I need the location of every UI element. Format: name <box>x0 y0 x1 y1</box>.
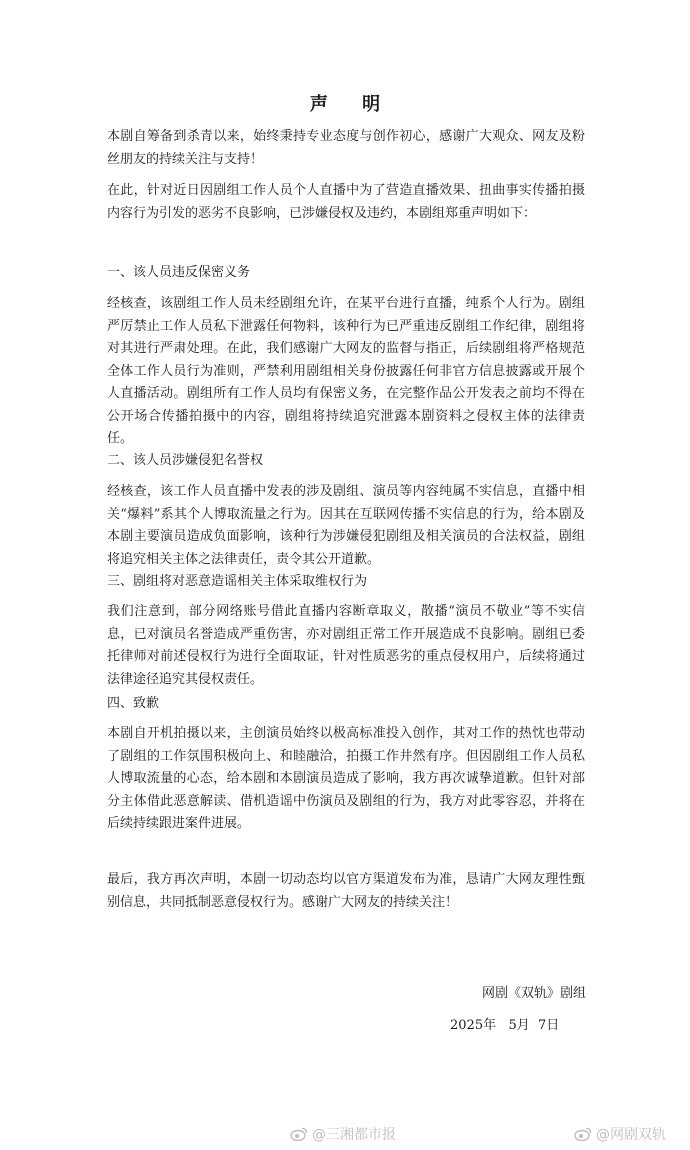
document-title: 声 明 <box>309 94 395 115</box>
watermark-text: @网剧双轨 <box>596 1127 666 1143</box>
section-1-body <box>107 293 585 451</box>
section-body: 经核查，该工作人员直播中发表的涉及剧组、演员等内容纯属不实信息，直播中相关“爆料”系其个人博取流量之行为。因其在互联网传播不实信息的行为，给本剧及本剧主要演员造成负面影响，该种行为涉嫌侵犯剧组及相关演员的合法权益，剧组将追究相关主体之法律责任，责令其公开道歉。 <box>107 484 585 567</box>
watermark-left <box>290 1124 396 1144</box>
section-4 <box>107 693 585 716</box>
intro-text: 在此，针对近日因剧组工作人员个人直播中为了营造直播效果、扭曲事实传播拍摄内容行为引发的恶劣不良影响，已涉嫌侵权及违约，本剧组郑重声明如下： <box>107 183 585 221</box>
weibo-icon <box>574 1127 592 1141</box>
watermark-text: @三湘都市报 <box>312 1127 396 1143</box>
statement-date: 2025年 5月 7日 <box>450 1018 560 1033</box>
section-4-body <box>107 723 585 836</box>
weibo-icon <box>290 1127 308 1141</box>
intro-paragraph-1 <box>107 126 585 171</box>
section-1 <box>107 262 585 285</box>
section-body: 本剧自开机拍摄以来，主创演员始终以极高标准投入创作，其对工作的热忱也带动了剧组的工作氛围积极向上、和睦融洽，拍摄工作井然有序。但因剧组工作人员私人博取流量的心态，给本剧和本剧演员造成了影响，我方再次诚挚道歉。但针对部分主体借此恶意解读、借机造谣中伤演员及剧组的行为，我方对此零容忍，并将在后续持续跟进案件进展。 <box>107 726 585 831</box>
section-heading: 三、剧组将对恶意造谣相关主体采取维权行为 <box>107 574 368 589</box>
intro-text: 本剧自筹备到杀青以来，始终秉持专业态度与创作初心，感谢广大观众、网友及粉丝朋友的持续关注与支持！ <box>107 129 585 167</box>
section-heading: 一、该人员违反保密义务 <box>107 265 251 280</box>
section-body: 我们注意到，部分网络账号借此直播内容断章取义，散播“演员不敬业”等不实信息，已对演员名誉造成严重伤害，亦对剧组正常工作开展造成不良影响。剧组已委托律师对前述侵权行为进行全面取证，针对性质恶劣的重点侵权用户，后续将通过法律途径追究其侵权责任。 <box>107 604 585 687</box>
section-heading: 四、致歉 <box>107 696 160 711</box>
section-heading: 二、该人员涉嫌侵犯名誉权 <box>107 453 264 468</box>
signature: 网剧《双轨》剧组 <box>481 986 586 1001</box>
closing-paragraph <box>107 869 585 914</box>
watermark-right <box>574 1124 666 1144</box>
closing-text: 最后，我方再次声明，本剧一切动态均以官方渠道发布为准，恳请广大网友理性甄别信息，共同抵制恶意侵权行为。感谢广大网友的持续关注！ <box>107 872 585 910</box>
section-2-body <box>107 481 585 571</box>
section-3 <box>107 571 585 594</box>
intro-paragraph-2 <box>107 180 585 225</box>
section-body: 经核查，该剧组工作人员未经剧组允许，在某平台进行直播，纯系个人行为。剧组严厉禁止工作人员私下泄露任何物料，该种行为已严重违反剧组工作纪律，剧组将对其进行严肃处理。在此，我们感谢广大网友的监督与指正，后续剧组将严格规范全体工作人员行为准则，严禁利用剧组相关身份披露任何非官方信息披露或开展个人直播活动。剧组所有工作人员均有保密义务，在完整作品公开发表之前均不得在公开场合传播拍摄中的内容，剧组将持续追究泄露本剧资料之侵权主体的法律责任。 <box>107 296 585 446</box>
section-3-body <box>107 601 585 691</box>
section-2 <box>107 450 585 473</box>
